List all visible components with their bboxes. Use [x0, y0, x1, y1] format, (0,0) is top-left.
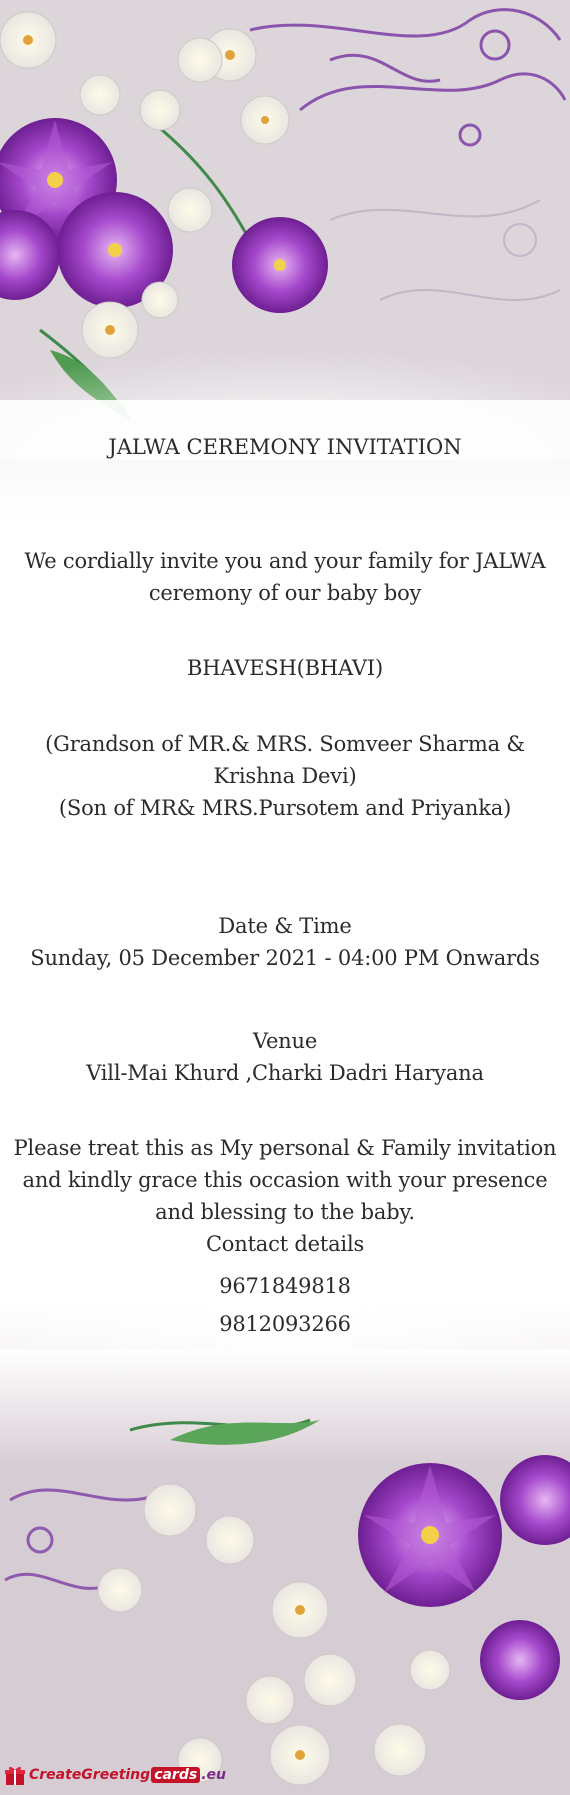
message-line-1: Please treat this as My personal & Family invitation: [13, 1136, 557, 1160]
venue-block: [0, 1025, 570, 1089]
bottom-floral-decoration: [0, 1350, 570, 1795]
datetime-heading: Date & Time: [218, 914, 352, 938]
gift-icon: [4, 1764, 26, 1786]
venue-value: Vill-Mai Khurd ,Charki Dadri Haryana: [86, 1061, 484, 1085]
son-line: (Son of MR& MRS.Pursotem and Priyanka): [58, 796, 512, 820]
intro-line-2: ceremony of our baby boy: [148, 581, 422, 605]
grandson-line-2: Krishna Devi): [213, 764, 357, 788]
message-block: [0, 1132, 570, 1340]
logo-text-part-2: cards: [151, 1767, 200, 1783]
child-name: BHAVESH(BHAVI): [187, 656, 383, 680]
datetime-value: Sunday, 05 December 2021 - 04:00 PM Onwards: [30, 946, 540, 970]
createGreetingcards-logo[interactable]: [4, 1760, 226, 1790]
logo-text-part-3: .eu: [201, 1767, 226, 1783]
logo-text-part-1: CreateGreeting: [29, 1767, 151, 1783]
message-line-2: and kindly grace this occasion with your presence: [22, 1168, 548, 1192]
contact-phone-2: 9812093266: [219, 1312, 351, 1336]
intro-block: [0, 545, 570, 609]
child-name-block: [0, 652, 570, 684]
invitation-title: JALWA CEREMONY INVITATION: [108, 435, 462, 459]
venue-heading: Venue: [252, 1029, 318, 1053]
contact-phone-1: 9671849818: [219, 1274, 351, 1298]
grandson-line-1: (Grandson of MR.& MRS. Somveer Sharma &: [45, 732, 525, 756]
contact-heading: Contact details: [205, 1232, 365, 1256]
intro-line-1: We cordially invite you and your family for JALWA: [24, 549, 546, 573]
datetime-block: [0, 910, 570, 974]
top-floral-decoration: [0, 0, 570, 460]
message-line-3: and blessing to the baby.: [155, 1200, 415, 1224]
parents-block: [0, 728, 570, 824]
